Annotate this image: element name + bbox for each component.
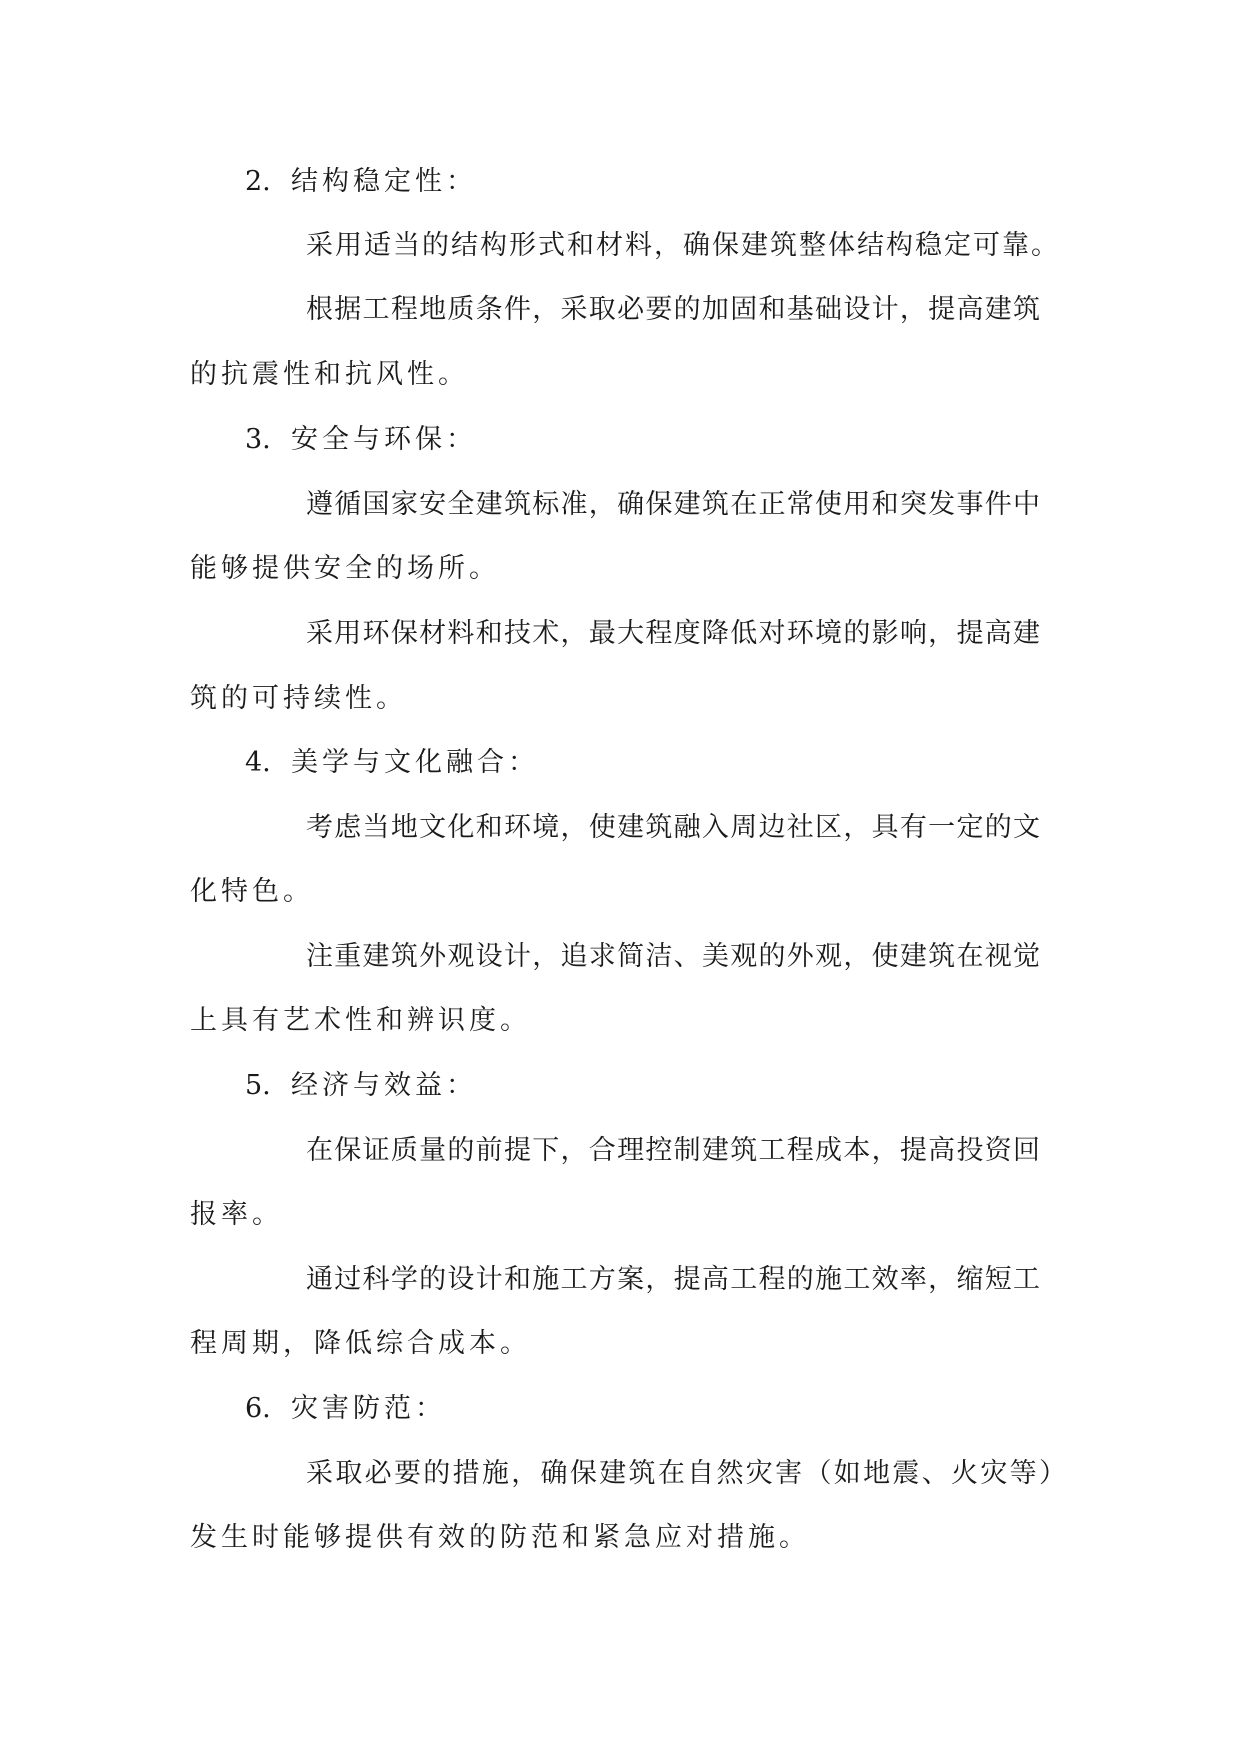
section-number: 4. bbox=[245, 747, 271, 778]
paragraph-line: 的抗震性和抗风性。 bbox=[190, 359, 469, 390]
section-number: 3. bbox=[245, 424, 271, 455]
section-title: 安全与环保： bbox=[291, 424, 477, 455]
section-heading bbox=[245, 1066, 1115, 1106]
paragraph-line: 采取必要的措施，确保建筑在自然灾害（如地震、火灾等） bbox=[306, 1458, 1066, 1489]
paragraph-line: 筑的可持续性。 bbox=[190, 683, 407, 714]
paragraph-line: 根据工程地质条件，采取必要的加固和基础设计，提高建筑 bbox=[306, 294, 1040, 325]
paragraph-line: 遵循国家安全建筑标准，确保建筑在正常使用和突发事件中 bbox=[306, 489, 1040, 520]
paragraph-line: 通过科学的设计和施工方案，提高工程的施工效率，缩短工 bbox=[306, 1264, 1040, 1295]
section-number: 2. bbox=[245, 166, 271, 197]
section-heading bbox=[245, 162, 1115, 202]
paragraph-line: 上具有艺术性和辨识度。 bbox=[190, 1005, 531, 1036]
paragraph-line: 程周期，降低综合成本。 bbox=[190, 1328, 531, 1359]
paragraph-line: 化特色。 bbox=[190, 876, 314, 907]
paragraph-line: 在保证质量的前提下，合理控制建筑工程成本，提高投资回 bbox=[306, 1135, 1040, 1166]
section-number: 5. bbox=[245, 1070, 271, 1101]
paragraph-line: 注重建筑外观设计，追求简洁、美观的外观，使建筑在视觉 bbox=[306, 941, 1040, 972]
section-heading bbox=[245, 1389, 1115, 1429]
paragraph-line: 考虑当地文化和环境，使建筑融入周边社区，具有一定的文 bbox=[306, 812, 1040, 843]
section-title: 结构稳定性： bbox=[291, 166, 477, 197]
paragraph-line: 能够提供安全的场所。 bbox=[190, 553, 500, 584]
paragraph-line: 采用适当的结构形式和材料，确保建筑整体结构稳定可靠。 bbox=[306, 230, 1058, 261]
section-number: 6. bbox=[245, 1393, 271, 1424]
section-heading bbox=[245, 743, 1115, 783]
section-title: 灾害防范： bbox=[291, 1393, 446, 1424]
paragraph-line: 发生时能够提供有效的防范和紧急应对措施。 bbox=[190, 1522, 810, 1553]
paragraph-line: 采用环保材料和技术，最大程度降低对环境的影响，提高建 bbox=[306, 618, 1040, 649]
paragraph-line: 报率。 bbox=[190, 1199, 283, 1230]
section-title: 经济与效益： bbox=[291, 1070, 477, 1101]
section-title: 美学与文化融合： bbox=[291, 747, 539, 778]
section-heading bbox=[245, 420, 1115, 460]
